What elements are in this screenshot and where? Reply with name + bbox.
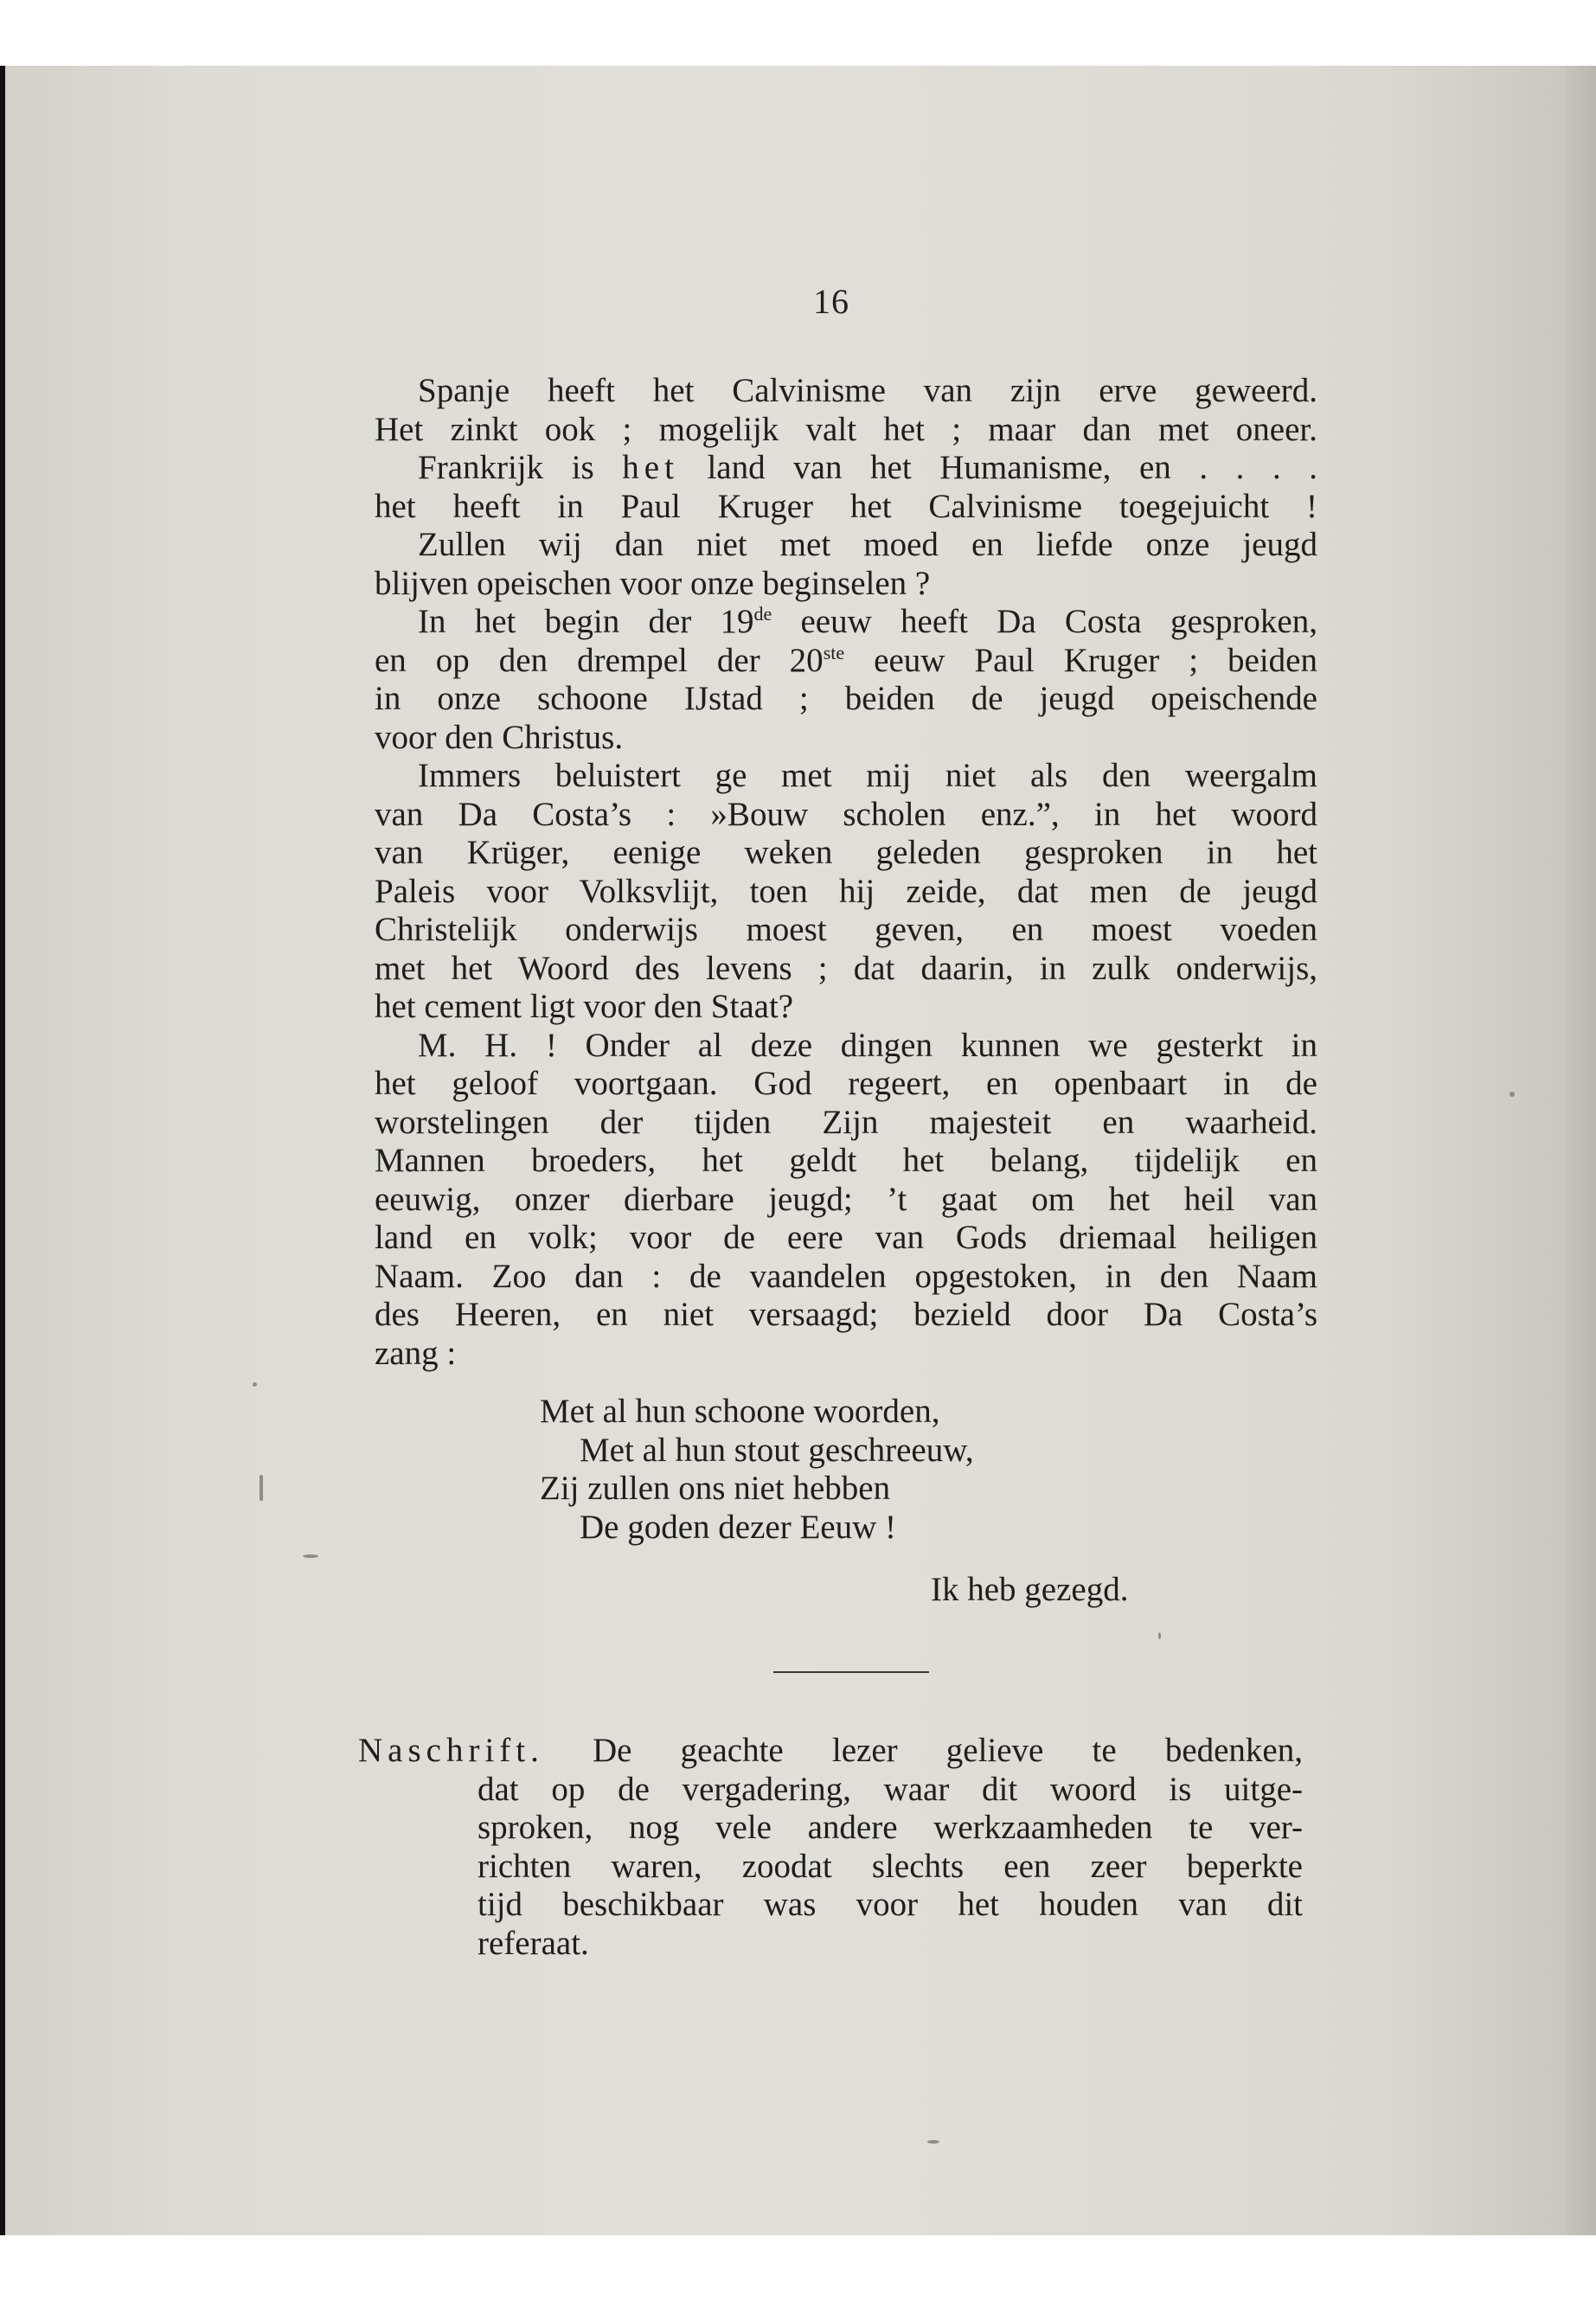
- text-line: Zullen wij dan niet met moed en liefde onze jeugd: [418, 526, 1317, 563]
- text-line: tijd beschikbaar was voor het houden van dit: [478, 1886, 1303, 1923]
- body-text: [375, 372, 1317, 1373]
- text-line: dat op de vergadering, waar dit woord is uitge-: [478, 1770, 1303, 1808]
- text-line: Paleis voor Volksvlijt, toen hij zeide, dat men de jeugd: [375, 872, 1317, 910]
- paragraph-1: [375, 372, 1317, 603]
- text-line: [375, 603, 1317, 642]
- verse-line: Met al hun stout geschreeuw,: [580, 1431, 974, 1469]
- text-line: M. H. ! Onder al deze dingen kunnen we gesterkt in: [418, 1026, 1317, 1064]
- text-line: zang :: [375, 1334, 457, 1372]
- scan-speck: [1158, 1632, 1161, 1639]
- ordinal-superscript: ste: [823, 641, 845, 663]
- verse-line: Met al hun schoone woorden,: [540, 1393, 940, 1430]
- text-line: referaat.: [478, 1924, 589, 1962]
- text-fragment: land van het Humanisme, en . . . .: [678, 449, 1317, 486]
- text-line: eeuwig, onzer dierbare jeugd; ’t gaat om het heil van: [375, 1180, 1317, 1218]
- text-line: het cement ligt voor den Staat?: [375, 988, 794, 1025]
- text-line: Mannen broeders, het geldt het belang, tijdelijk en: [375, 1142, 1317, 1179]
- text-line: land en volk; voor de eere van Gods driemaal heiligen: [375, 1219, 1317, 1256]
- text-line: Spanje heeft het Calvinisme van zijn erve geweerd.: [418, 372, 1317, 409]
- spaced-emphasis: het: [622, 449, 679, 486]
- text-line: des Heeren, en niet versaagd; bezield door Da Costa’s: [375, 1296, 1317, 1333]
- text-line: [375, 449, 1317, 488]
- ordinal-superscript: de: [753, 603, 772, 625]
- postscript-label: Naschrift.: [358, 1732, 544, 1769]
- scan-speck: [260, 1475, 263, 1501]
- text-fragment: en op den drempel der 20: [375, 641, 824, 679]
- text-line: van Da Costa’s : »Bouw scholen enz.”, in het woord: [375, 795, 1317, 833]
- text-line: voor den Christus.: [375, 718, 624, 756]
- postscript: [358, 1732, 1303, 1963]
- text-line: met het Woord des levens ; dat daarin, in zulk onderwijs,: [375, 949, 1317, 987]
- text-fragment: Frankrijk is: [418, 449, 623, 486]
- scan-speck: [1509, 1092, 1515, 1097]
- text-line: het geloof voortgaan. God regeert, en openbaart in de: [375, 1065, 1317, 1102]
- verse-quote: [540, 1393, 1145, 1547]
- scan-speck: [303, 1554, 318, 1558]
- paragraph-3: [375, 757, 1317, 1027]
- page-left-edge: [0, 66, 5, 2235]
- paragraph-2: [375, 603, 1317, 757]
- scan-speck: [927, 2140, 939, 2144]
- text-line: richten waren, zoodat slechts een zeer beperkte: [478, 1847, 1303, 1885]
- text-line: Christelijk onderwijs moest geven, en moest voeden: [375, 911, 1317, 948]
- text-fragment: De geachte lezer gelieve te bedenken,: [543, 1732, 1303, 1769]
- verse-line: De goden dezer Eeuw !: [580, 1508, 896, 1546]
- text-fragment: eeuw heeft Da Costa gesproken,: [772, 603, 1317, 640]
- text-line: Naam. Zoo dan : de vaandelen opgestoken, in den Naam: [375, 1257, 1317, 1295]
- text-line: sproken, nog vele andere werkzaamheden te ver-: [478, 1809, 1303, 1846]
- text-line: [375, 642, 1317, 681]
- text-line: [358, 1732, 1303, 1771]
- page-right-shadow: [1567, 66, 1596, 2235]
- paragraph-4: [375, 1027, 1317, 1374]
- text-line: worstelingen der tijden Zijn majesteit en waarheid.: [375, 1103, 1317, 1141]
- scan-speck: [253, 1382, 257, 1387]
- signoff: Ik heb gezegd.: [931, 1571, 1129, 1608]
- verse-line: Zij zullen ons niet hebben: [540, 1470, 891, 1507]
- text-line: het heeft in Paul Kruger het Calvinisme toegejuicht !: [375, 487, 1317, 525]
- text-fragment: eeuw Paul Kruger ; beiden: [844, 641, 1317, 679]
- text-line: blijven opeischen voor onze beginselen ?: [375, 564, 931, 602]
- page-number: 16: [813, 282, 849, 321]
- text-line: in onze schoone IJstad ; beiden de jeugd opeischende: [375, 680, 1317, 717]
- text-line: van Krüger, eenige weken geleden gesproken in het: [375, 834, 1317, 871]
- text-line: Het zinkt ook ; mogelijk valt het ; maar dan met oneer.: [375, 410, 1317, 448]
- section-divider: [773, 1671, 929, 1673]
- text-fragment: In het begin der 19: [418, 603, 754, 640]
- text-line: Immers beluistert ge met mij niet als den weergalm: [418, 757, 1317, 794]
